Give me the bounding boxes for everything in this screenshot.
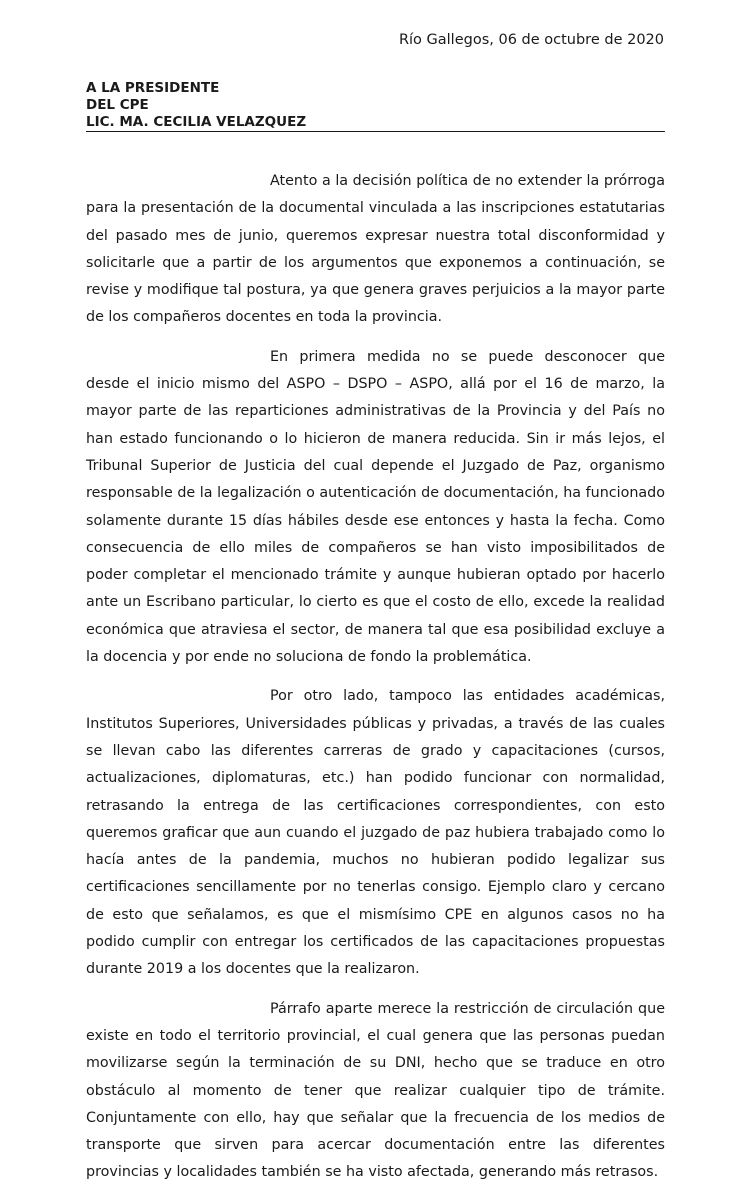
letter-body (86, 168, 665, 1199)
paragraph-2: En primera medida no se puede desconocer que desde el inicio mismo del ASPO – DSPO – ASPO, allá por el 16 de marzo, la mayor parte de las reparticiones administrativas de la Provincia y del País no han estado funcionando o lo hicieron de manera reducida. Sin ir más lejos, el Tribunal Superior de Justicia del cual depende el Juzgado de Paz, organismo responsable de la legalización o autenticación de documentación, ha funcionado solamente durante 15 días hábiles desde ese entonces y hasta la fecha. Como consecuencia de ello miles de compañeros se han visto imposibilitados de poder completar el mencionado trámite y aunque hubieran optado por hacerlo ante un Escribano particular, lo cierto es que el costo de ello, excede la realidad económica que atraviesa el sector, de manera tal que esa posibilidad excluye a la docencia y por ende no soluciona de fondo la problemática. (86, 348, 665, 666)
paragraph-3: Por otro lado, tampoco las entidades académicas, Institutos Superiores, Universidades públicas y privadas, a través de las cuales se llevan cabo las diferentes carreras de grado y capacitaciones (cursos, actualizaciones, diplomaturas, etc.) han podido funcionar con normalidad, retrasando la entrega de las certificaciones correspondientes, con esto queremos graficar que aun cuando el juzgado de paz hubiera trabajado como lo hacía antes de la pandemia, muchos no hubieran podido legalizar sus certificaciones sencillamente por no tenerlas consigo. Ejemplo claro y cercano de esto que señalamos, es que el mismísimo CPE en algunos casos no ha podido cumplir con entregar los certificados de las capacitaciones propuestas durante 2019 a los docentes que la realizaron. (86, 688, 665, 978)
letter-date: Río Gallegos, 06 de octubre de 2020 (398, 32, 664, 48)
paragraph-4: Párrafo aparte merece la restricción de circulación que existe en todo el territorio provincial, el cual genera que las personas puedan movilizarse según la terminación de su DNI, hecho que se traduce en otro obstáculo al momento de tener que realizar cualquier tipo de trámite. Conjuntamente con ello, hay que señalar que la frecuencia de los medios de transporte que sirven para acercar documentación entre las diferentes provincias y localidades también se ha visto afectada, generando más retrasos. (86, 1000, 665, 1181)
addressee-line-3: LIC. MA. CECILIA VELAZQUEZ (86, 114, 307, 130)
addressee-block (86, 80, 306, 131)
paragraph-1: Atento a la decisión política de no extender la prórroga para la presentación de la documental vinculada a las inscripciones estatutarias del pasado mes de junio, queremos expresar nuestra total disconformidad y solicitarle que a partir de los argumentos que exponemos a continuación, se revise y modifique tal postura, ya que genera graves perjuicios a la mayor parte de los compañeros docentes en toda la provincia. (86, 173, 665, 326)
header-divider (86, 131, 665, 132)
addressee-line-2: DEL CPE (86, 97, 149, 113)
addressee-line-1: A LA PRESIDENTE (86, 80, 220, 96)
